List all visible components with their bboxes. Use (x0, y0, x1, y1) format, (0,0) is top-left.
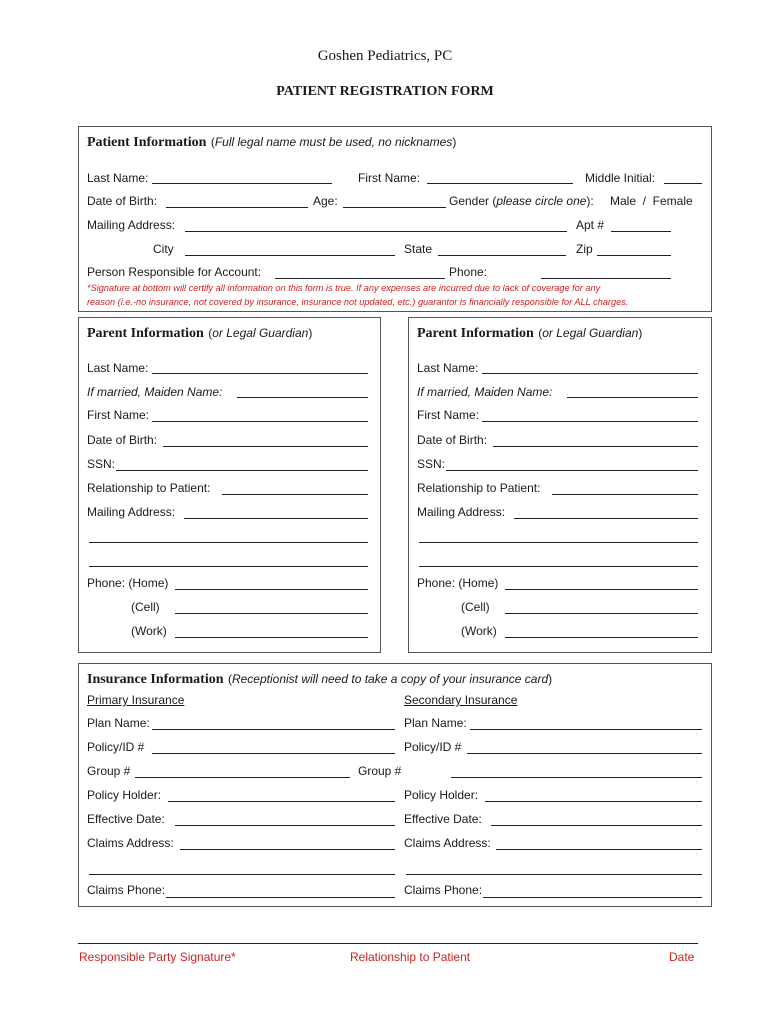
primary-plan-name-label: Plan Name: (87, 716, 150, 730)
form-title: PATIENT REGISTRATION FORM (276, 84, 494, 99)
parent-right-work-field[interactable] (505, 637, 698, 638)
disclaimer-line-1: *Signature at bottom will certify all information on this form is true. If any expenses are incurred due to lack of coverage for any (87, 283, 601, 293)
parent-left-last-name-label: Last Name: (87, 361, 149, 375)
secondary-claims-address-line-2[interactable] (406, 874, 702, 875)
parent-right-last-name-label: Last Name: (417, 361, 479, 375)
primary-effective-date-field[interactable] (175, 825, 395, 826)
patient-responsible-label: Person Responsible for Account: (87, 265, 262, 279)
parent-right-ssn-field[interactable] (446, 470, 698, 471)
practice-name: Goshen Pediatrics, PC (317, 48, 453, 64)
secondary-insurance-label: Secondary Insurance (404, 693, 518, 707)
parent-right-maiden-name-field[interactable] (567, 397, 698, 398)
parent-left-heading: Parent Information (or Legal Guardian) (87, 326, 313, 341)
patient-zip-label: Zip (576, 242, 593, 256)
patient-age-field[interactable] (343, 207, 446, 208)
parent-left-phone-home-field[interactable] (175, 589, 368, 590)
responsible-party-signature-label: Responsible Party Signature* (79, 950, 236, 964)
parent-left-dob-field[interactable] (163, 446, 368, 447)
patient-city-label: City (153, 242, 174, 256)
parent-right-phone-home-label: Phone: (Home) (417, 576, 499, 590)
patient-state-label: State (404, 242, 433, 256)
patient-gender-options[interactable]: Male / Female (610, 194, 693, 208)
primary-claims-address-field[interactable] (180, 849, 395, 850)
secondary-group-label: Group # (358, 764, 402, 778)
parent-left-cell-field[interactable] (175, 613, 368, 614)
primary-claims-phone-label: Claims Phone: (87, 883, 166, 897)
parent-left-mailing-address-field[interactable] (184, 518, 368, 519)
patient-phone-label: Phone: (449, 265, 488, 279)
primary-claims-phone-field[interactable] (166, 897, 395, 898)
primary-policy-holder-label: Policy Holder: (87, 788, 162, 802)
secondary-policy-holder-field[interactable] (485, 801, 702, 802)
patient-zip-field[interactable] (597, 255, 671, 256)
secondary-policy-id-label: Policy/ID # (404, 740, 462, 754)
disclaimer-line-2: reason (i.e.-no insurance, not covered by insurance, insurance not updated, etc.) guarantor is financially responsible for ALL charges. (87, 297, 629, 307)
parent-right-heading: Parent Information (or Legal Guardian) (417, 326, 643, 341)
primary-group-field[interactable] (135, 777, 350, 778)
primary-insurance-label: Primary Insurance (87, 693, 185, 707)
patient-dob-label: Date of Birth: (87, 194, 158, 208)
secondary-effective-date-label: Effective Date: (404, 812, 482, 826)
secondary-policy-holder-label: Policy Holder: (404, 788, 479, 802)
parent-left-phone-home-label: Phone: (Home) (87, 576, 169, 590)
parent-right-dob-field[interactable] (493, 446, 698, 447)
parent-left-ssn-field[interactable] (116, 470, 368, 471)
secondary-claims-address-label: Claims Address: (404, 836, 491, 850)
patient-gender-label: Gender (please circle one): (449, 194, 594, 208)
patient-mailing-address-field[interactable] (185, 231, 567, 232)
parent-right-mailing-address-label: Mailing Address: (417, 505, 506, 519)
secondary-group-field[interactable] (451, 777, 702, 778)
parent-right-phone-home-field[interactable] (505, 589, 698, 590)
parent-right-last-name-field[interactable] (482, 373, 698, 374)
parent-right-ssn-label: SSN: (417, 457, 446, 471)
patient-middle-initial-field[interactable] (664, 183, 702, 184)
signature-line[interactable] (78, 943, 698, 944)
secondary-claims-phone-label: Claims Phone: (404, 883, 483, 897)
patient-first-name-field[interactable] (427, 183, 573, 184)
secondary-plan-name-label: Plan Name: (404, 716, 467, 730)
parent-left-relationship-field[interactable] (222, 494, 368, 495)
secondary-policy-id-field[interactable] (467, 753, 702, 754)
parent-left-mailing-address-label: Mailing Address: (87, 505, 176, 519)
patient-last-name-label: Last Name: (87, 171, 149, 185)
parent-right-work-label: (Work) (461, 624, 497, 638)
parent-right-first-name-field[interactable] (482, 421, 698, 422)
primary-effective-date-label: Effective Date: (87, 812, 165, 826)
secondary-claims-phone-field[interactable] (483, 897, 702, 898)
patient-city-field[interactable] (185, 255, 395, 256)
parent-right-mailing-address-line-3[interactable] (419, 566, 698, 567)
parent-left-mailing-address-line-2[interactable] (89, 542, 368, 543)
parent-left-work-label: (Work) (131, 624, 167, 638)
patient-information-heading: Patient Information (Full legal name must be used, no nicknames) (87, 135, 457, 150)
patient-apt-field[interactable] (611, 231, 671, 232)
parent-left-mailing-address-line-3[interactable] (89, 566, 368, 567)
secondary-effective-date-field[interactable] (491, 825, 702, 826)
parent-left-first-name-field[interactable] (152, 421, 368, 422)
parent-left-dob-label: Date of Birth: (87, 433, 158, 447)
patient-age-label: Age: (313, 194, 338, 208)
patient-middle-initial-label: Middle Initial: (585, 171, 656, 185)
patient-state-field[interactable] (438, 255, 566, 256)
parent-left-work-field[interactable] (175, 637, 368, 638)
patient-first-name-label: First Name: (358, 171, 421, 185)
date-label: Date (669, 950, 695, 964)
parent-right-cell-label: (Cell) (461, 600, 490, 614)
primary-claims-address-label: Claims Address: (87, 836, 174, 850)
patient-phone-field[interactable] (541, 278, 671, 279)
insurance-heading: Insurance Information (Receptionist will need to take a copy of your insurance card) (87, 672, 553, 687)
parent-right-maiden-name-label: If married, Maiden Name: (417, 385, 553, 399)
primary-group-label: Group # (87, 764, 131, 778)
parent-right-relationship-label: Relationship to Patient: (417, 481, 541, 495)
parent-right-first-name-label: First Name: (417, 408, 480, 422)
parent-left-maiden-name-field[interactable] (237, 397, 368, 398)
primary-policy-id-field[interactable] (152, 753, 395, 754)
primary-plan-name-field[interactable] (152, 729, 395, 730)
patient-mailing-address-label: Mailing Address: (87, 218, 176, 232)
parent-left-ssn-label: SSN: (87, 457, 116, 471)
parent-left-last-name-field[interactable] (152, 373, 368, 374)
parent-left-cell-label: (Cell) (131, 600, 160, 614)
primary-claims-address-line-2[interactable] (89, 874, 395, 875)
secondary-plan-name-field[interactable] (470, 729, 702, 730)
patient-dob-field[interactable] (166, 207, 308, 208)
parent-right-mailing-address-line-2[interactable] (419, 542, 698, 543)
parent-left-first-name-label: First Name: (87, 408, 150, 422)
parent-left-maiden-name-label: If married, Maiden Name: (87, 385, 223, 399)
patient-apt-label: Apt # (576, 218, 605, 232)
parent-left-relationship-label: Relationship to Patient: (87, 481, 211, 495)
patient-responsible-field[interactable] (275, 278, 445, 279)
secondary-claims-address-field[interactable] (496, 849, 702, 850)
primary-policy-id-label: Policy/ID # (87, 740, 145, 754)
parent-right-cell-field[interactable] (505, 613, 698, 614)
parent-right-mailing-address-field[interactable] (514, 518, 698, 519)
relationship-to-patient-label: Relationship to Patient (350, 950, 471, 964)
primary-policy-holder-field[interactable] (168, 801, 395, 802)
patient-last-name-field[interactable] (152, 183, 332, 184)
parent-right-relationship-field[interactable] (552, 494, 698, 495)
parent-right-dob-label: Date of Birth: (417, 433, 488, 447)
